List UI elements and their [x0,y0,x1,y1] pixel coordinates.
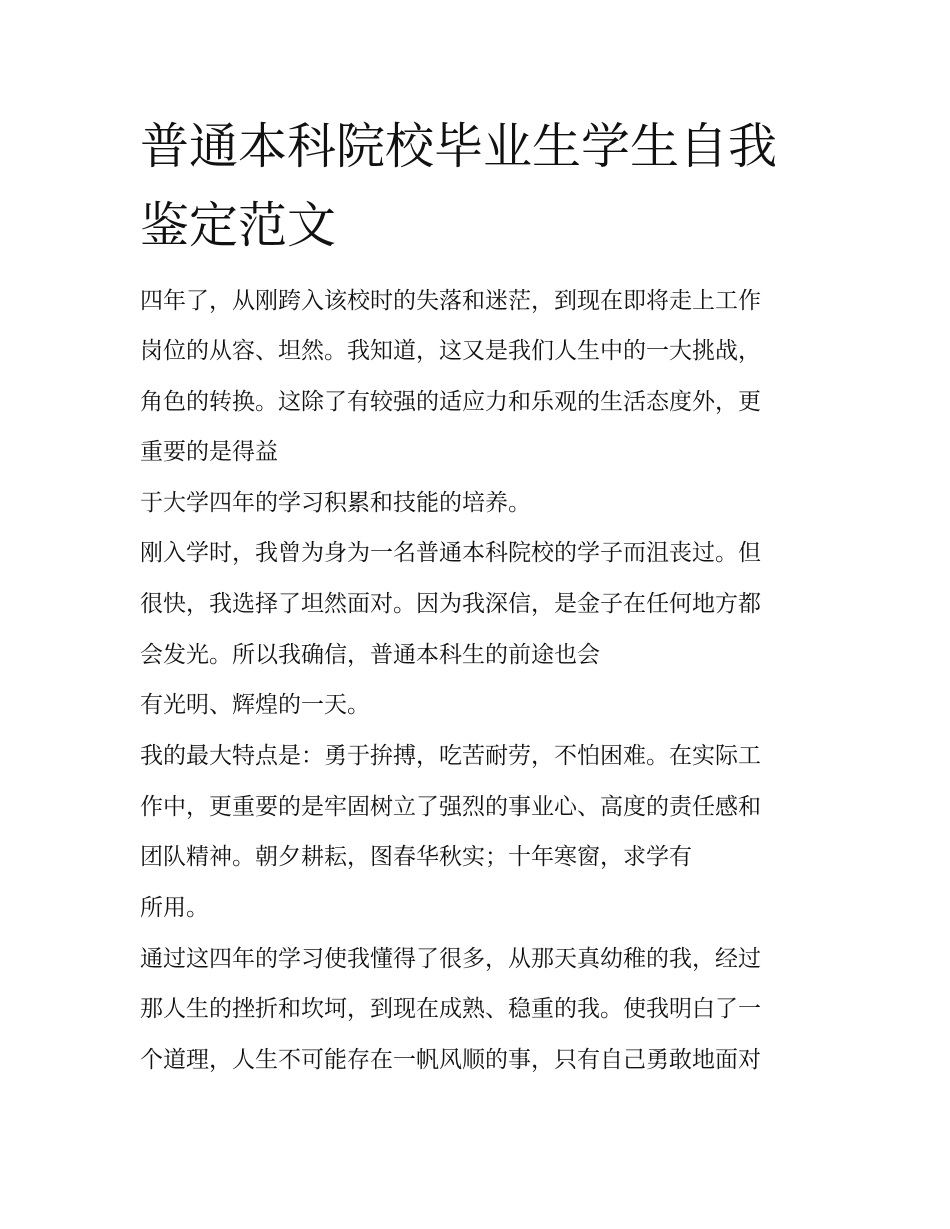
body-line-14: 通过这四年的学习使我懂得了很多，从那天真幼稚的我，经过 [140,946,761,972]
document-title-line-2: 鉴定范文 [140,197,337,254]
body-line-10: 我的最大特点是：勇于拚搏，吃苦耐劳，不怕困难。在实际工 [140,743,761,769]
body-line-11: 作中，更重要的是牢固树立了强烈的事业心、高度的责任感和 [140,794,761,820]
body-line-4: 重要的是得益 [140,439,278,465]
body-line-7: 很快，我选择了坦然面对。因为我深信，是金子在任何地方都 [140,591,761,617]
body-line-16: 个道理，人生不可能存在一帆风顺的事，只有自己勇敢地面对 [140,1047,761,1073]
body-line-1: 四年了，从刚跨入该校时的失落和迷茫，到现在即将走上工作 [140,288,761,314]
body-line-8: 会发光。所以我确信，普通本科生的前途也会 [140,642,600,668]
body-line-5: 于大学四年的学习积累和技能的培养。 [140,490,531,516]
body-line-3: 角色的转换。这除了有较强的适应力和乐观的生活态度外，更 [140,389,761,415]
body-line-15: 那人生的挫折和坎坷，到现在成熟、稳重的我。使我明白了一 [140,996,761,1022]
body-line-13: 所用。 [140,895,209,921]
body-line-2: 岗位的从容、坦然。我知道，这又是我们人生中的一大挑战， [140,338,761,364]
body-line-9: 有光明、辉煌的一天。 [140,692,370,718]
body-line-12: 团队精神。朝夕耕耘，图春华秋实；十年寒窗，求学有 [140,844,692,870]
document-title-line-1: 普通本科院校毕业生学生自我 [140,118,778,175]
body-line-6: 刚入学时，我曾为身为一名普通本科院校的学子而沮丧过。但 [140,540,761,566]
